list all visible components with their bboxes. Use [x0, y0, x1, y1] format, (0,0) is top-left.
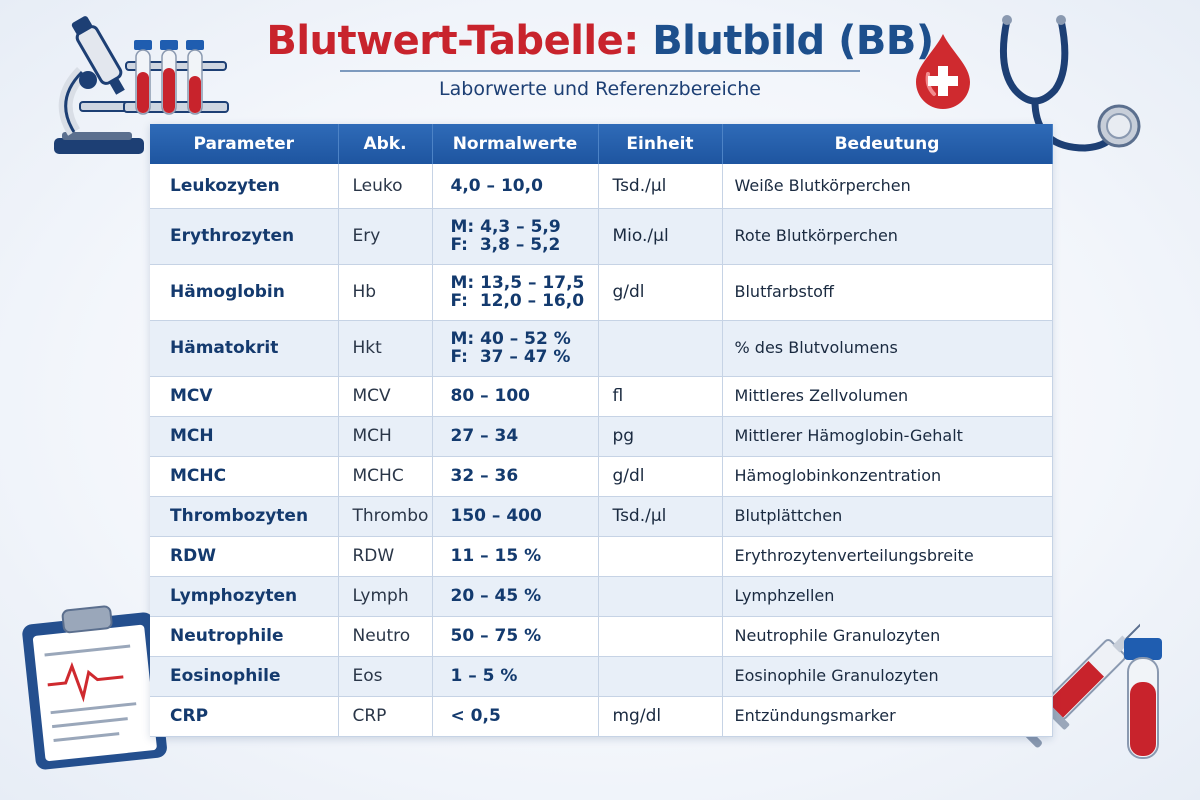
- cell-einheit: [598, 536, 722, 576]
- normalwert-line: F: 3,8 – 5,2: [450, 235, 561, 255]
- cell-einheit: Mio./µl: [598, 208, 722, 264]
- cell-bedeutung: Weiße Blutkörperchen: [722, 164, 1052, 208]
- cell-abk: Thrombo: [338, 496, 432, 536]
- normalwert-line: 4,0 – 10,0: [450, 175, 543, 196]
- normalwert-line: F: 12,0 – 16,0: [450, 291, 585, 311]
- cell-parameter: Hämoglobin: [150, 264, 338, 320]
- cell-normalwerte: [432, 576, 598, 616]
- cell-einheit: mg/dl: [598, 696, 722, 736]
- cell-abk: MCHC: [338, 456, 432, 496]
- cell-parameter: Lymphozyten: [150, 576, 338, 616]
- cell-parameter: Erythrozyten: [150, 208, 338, 264]
- cell-abk: MCV: [338, 376, 432, 416]
- title-underline: [340, 70, 860, 72]
- table-row: [150, 656, 1052, 696]
- cell-bedeutung: Mittleres Zellvolumen: [722, 376, 1052, 416]
- normalwert-line: 20 – 45 %: [450, 586, 542, 606]
- table-row: [150, 576, 1052, 616]
- table-row: [150, 536, 1052, 576]
- cell-normalwerte: [432, 264, 598, 320]
- table-row: [150, 264, 1052, 320]
- cell-normalwerte: [432, 456, 598, 496]
- cell-normalwerte: [432, 208, 598, 264]
- title-part-blue: Blutbild (BB): [652, 18, 934, 64]
- column-header-parameter: Parameter: [150, 124, 338, 164]
- cell-bedeutung: Neutrophile Granulozyten: [722, 616, 1052, 656]
- cell-einheit: pg: [598, 416, 722, 456]
- cell-parameter: Thrombozyten: [150, 496, 338, 536]
- cell-parameter: Hämatokrit: [150, 320, 338, 376]
- cell-einheit: Tsd./µl: [598, 164, 722, 208]
- cell-normalwerte: [432, 616, 598, 656]
- normalwert-line: M: 4,3 – 5,9: [450, 217, 561, 237]
- cell-parameter: MCV: [150, 376, 338, 416]
- table-row: [150, 456, 1052, 496]
- normalwert-line: M: 13,5 – 17,5: [450, 273, 585, 293]
- cell-bedeutung: Eosinophile Granulozyten: [722, 656, 1052, 696]
- table-row: [150, 376, 1052, 416]
- cell-normalwerte: [432, 376, 598, 416]
- cell-einheit: fl: [598, 376, 722, 416]
- column-header-normalwerte: Normalwerte: [432, 124, 598, 164]
- cell-parameter: MCHC: [150, 456, 338, 496]
- cell-normalwerte: [432, 656, 598, 696]
- cell-abk: MCH: [338, 416, 432, 456]
- cell-abk: Hb: [338, 264, 432, 320]
- table-row: [150, 696, 1052, 736]
- cell-parameter: MCH: [150, 416, 338, 456]
- normalwert-line: < 0,5: [450, 706, 501, 726]
- cell-abk: Neutro: [338, 616, 432, 656]
- title-part-red: Blutwert-Tabelle:: [266, 18, 639, 64]
- column-header-einheit: Einheit: [598, 124, 722, 164]
- normalwert-line: 80 – 100: [450, 386, 530, 406]
- normalwert-line: 150 – 400: [450, 506, 542, 526]
- cell-bedeutung: Erythrozytenverteilungsbreite: [722, 536, 1052, 576]
- cell-abk: Ery: [338, 208, 432, 264]
- cell-parameter: Neutrophile: [150, 616, 338, 656]
- normalwert-line: 50 – 75 %: [450, 626, 542, 646]
- cell-bedeutung: Lymphzellen: [722, 576, 1052, 616]
- cell-normalwerte: [432, 536, 598, 576]
- normalwert-line: F: 37 – 47 %: [450, 347, 571, 367]
- cell-abk: Lymph: [338, 576, 432, 616]
- cell-parameter: CRP: [150, 696, 338, 736]
- cell-einheit: [598, 576, 722, 616]
- blood-tube-icon: [1118, 636, 1168, 766]
- page-subtitle: Laborwerte und Referenzbereiche: [439, 78, 761, 100]
- normalwert-line: 32 – 36: [450, 466, 519, 486]
- cell-abk: CRP: [338, 696, 432, 736]
- cell-normalwerte: [432, 164, 598, 208]
- cell-parameter: RDW: [150, 536, 338, 576]
- table-row: [150, 208, 1052, 264]
- normalwert-line: 11 – 15 %: [450, 546, 542, 566]
- table-header-row: [150, 124, 1052, 164]
- cell-einheit: g/dl: [598, 264, 722, 320]
- cell-einheit: [598, 320, 722, 376]
- cell-normalwerte: [432, 696, 598, 736]
- table-row: [150, 164, 1052, 208]
- cell-bedeutung: Mittlerer Hämoglobin-Gehalt: [722, 416, 1052, 456]
- cell-bedeutung: Rote Blutkörperchen: [722, 208, 1052, 264]
- cell-einheit: [598, 616, 722, 656]
- cell-abk: Hkt: [338, 320, 432, 376]
- table-row: [150, 320, 1052, 376]
- cell-parameter: Eosinophile: [150, 656, 338, 696]
- cell-einheit: g/dl: [598, 456, 722, 496]
- column-header-bedeutung: Bedeutung: [722, 124, 1052, 164]
- table-row: [150, 616, 1052, 656]
- blood-drop-icon: [908, 30, 978, 110]
- normalwert-line: 27 – 34: [450, 426, 519, 446]
- table-row: [150, 416, 1052, 456]
- cell-abk: RDW: [338, 536, 432, 576]
- blood-values-table: [150, 124, 1052, 737]
- cell-normalwerte: [432, 416, 598, 456]
- cell-normalwerte: [432, 320, 598, 376]
- cell-bedeutung: Hämoglobinkonzentration: [722, 456, 1052, 496]
- column-header-abk: Abk.: [338, 124, 432, 164]
- cell-parameter: Leukozyten: [150, 164, 338, 208]
- cell-einheit: Tsd./µl: [598, 496, 722, 536]
- table-row: [150, 496, 1052, 536]
- normalwert-line: M: 40 – 52 %: [450, 329, 571, 349]
- cell-einheit: [598, 656, 722, 696]
- cell-bedeutung: % des Blutvolumens: [722, 320, 1052, 376]
- table-body: [150, 164, 1052, 736]
- test-tubes-icon: [118, 34, 238, 134]
- cell-bedeutung: Blutfarbstoff: [722, 264, 1052, 320]
- cell-bedeutung: Entzündungsmarker: [722, 696, 1052, 736]
- cell-bedeutung: Blutplättchen: [722, 496, 1052, 536]
- cell-abk: Eos: [338, 656, 432, 696]
- cell-normalwerte: [432, 496, 598, 536]
- cell-abk: Leuko: [338, 164, 432, 208]
- normalwert-line: 1 – 5 %: [450, 666, 518, 686]
